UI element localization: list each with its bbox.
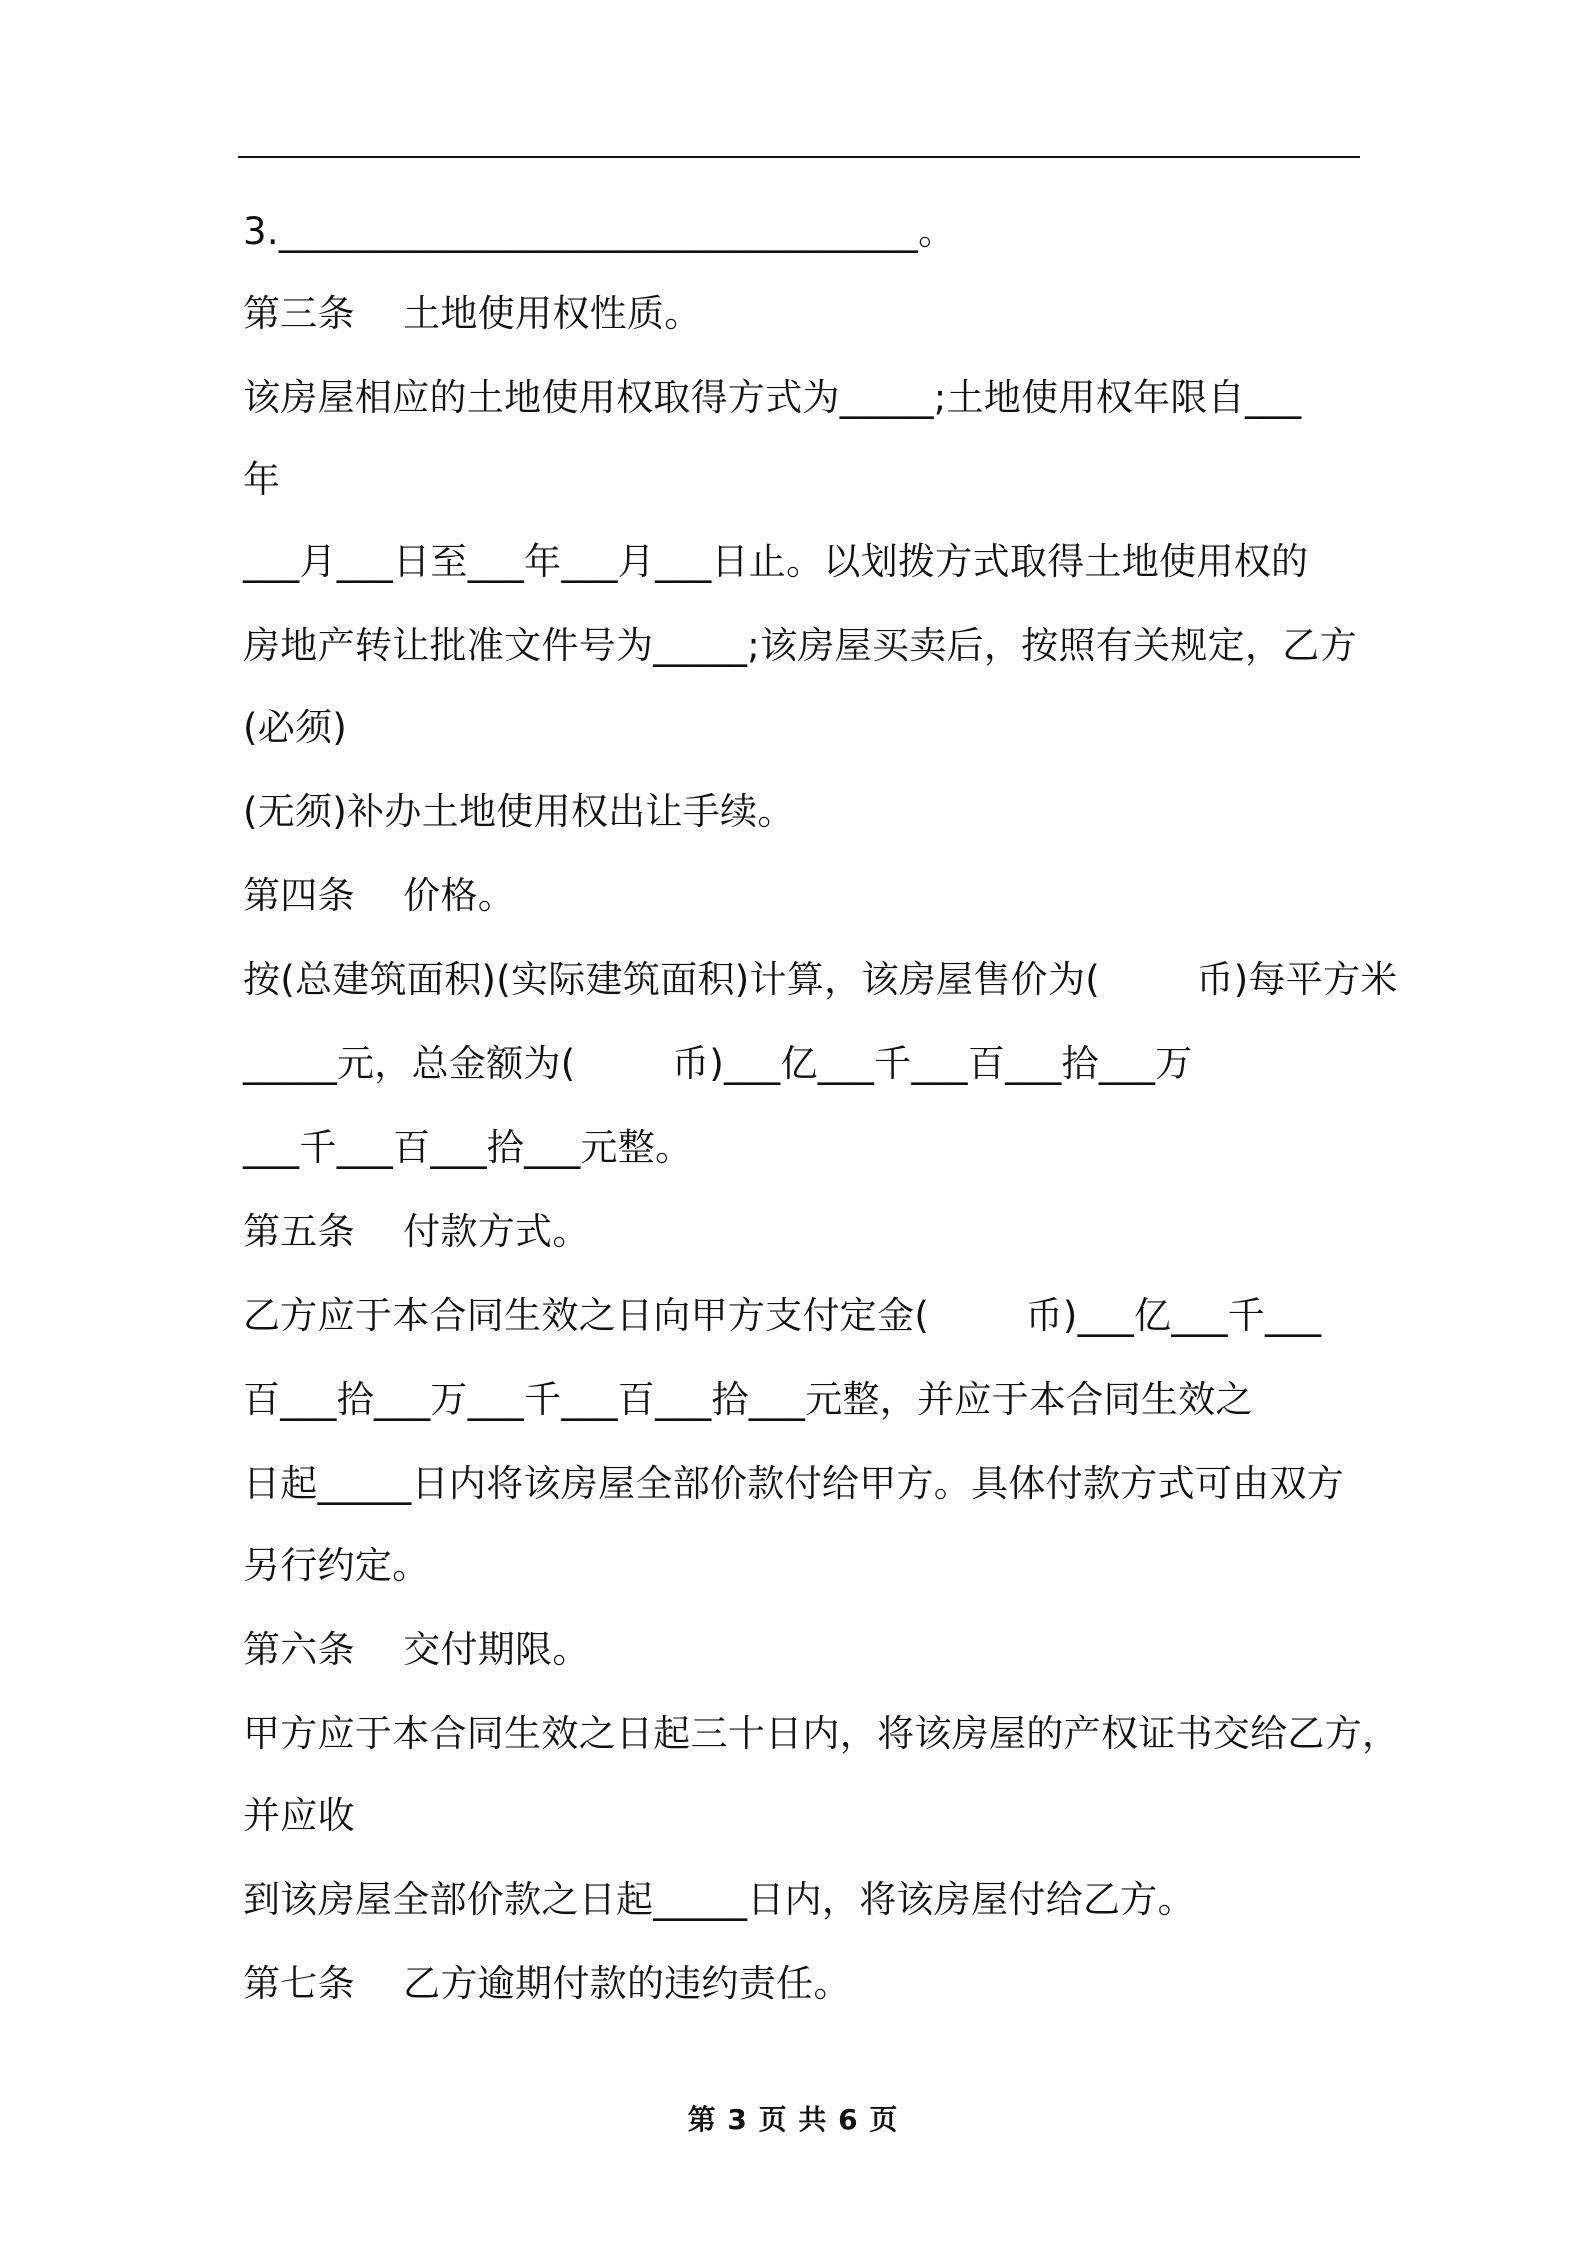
paragraph-line: 该房屋相应的土地使用权取得方式为_____;土地使用权年限自___ xyxy=(243,376,1302,419)
paragraph-line: 房地产转让批准文件号为_____;该房屋买卖后，按照有关规定，乙方 xyxy=(243,624,1357,667)
article-4-heading: 第四条 价格。 xyxy=(243,874,516,917)
page-number-footer: 第 3 页 共 6 页 xyxy=(687,2103,899,2136)
paragraph-line: 按(总建筑面积)(实际建筑面积)计算，该房屋售价为( 币)每平方米 xyxy=(243,958,1398,1001)
article-6-heading: 第六条 交付期限。 xyxy=(243,1628,590,1671)
paragraph-line: _____元，总金额为( 币)___亿___千___百___拾___万 xyxy=(243,1042,1193,1085)
paragraph-line: 百___拾___万___千___百___拾___元整，并应于本合同生效之 xyxy=(243,1378,1253,1421)
paragraph-line: 另行约定。 xyxy=(243,1544,430,1587)
article-5-heading: 第五条 付款方式。 xyxy=(243,1210,590,1253)
article-7-heading: 第七条 乙方逾期付款的违约责任。 xyxy=(243,1962,851,2005)
header-rule xyxy=(238,156,1360,158)
paragraph-line: 甲方应于本合同生效之日起三十日内，将该房屋的产权证书交给乙方， xyxy=(243,1712,1400,1755)
paragraph-line: 到该房屋全部价款之日起_____日内，将该房屋付给乙方。 xyxy=(243,1878,1195,1921)
paragraph-line: 并应收 xyxy=(243,1794,355,1837)
paragraph-line: ___月___日至___年___月___日止。以划拨方式取得土地使用权的 xyxy=(243,540,1309,583)
clause-item-3: 3.__________________________________。 xyxy=(243,210,956,253)
paragraph-line: 年 xyxy=(243,458,281,501)
paragraph-line: 乙方应于本合同生效之日向甲方支付定金( 币)___亿___千___ xyxy=(243,1294,1322,1337)
article-3-heading: 第三条 土地使用权性质。 xyxy=(243,292,702,335)
paragraph-line: ___千___百___拾___元整。 xyxy=(243,1126,693,1169)
paragraph-line: (无须)补办土地使用权出让手续。 xyxy=(243,790,795,833)
paragraph-line: 日起_____日内将该房屋全部价款付给甲方。具体付款方式可由双方 xyxy=(243,1462,1345,1505)
paragraph-line: (必须) xyxy=(243,706,348,749)
